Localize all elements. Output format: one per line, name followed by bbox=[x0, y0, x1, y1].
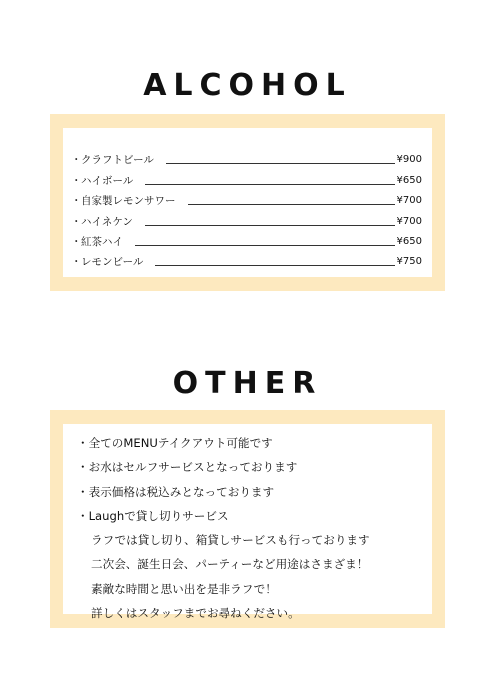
info-line: 詳しくはスタッフまでお尋ねください。 bbox=[91, 606, 300, 621]
info-line: ・Laughで貸し切りサービス bbox=[77, 508, 229, 523]
bullet: ・ bbox=[71, 195, 82, 208]
bullet: ・ bbox=[71, 215, 82, 228]
menu-item-price: ¥650 bbox=[396, 174, 422, 186]
info-line: ・表示価格は税込みとなっております bbox=[77, 484, 275, 499]
menu-item-price: ¥700 bbox=[396, 195, 422, 207]
menu-item-name: クラフトビール bbox=[81, 154, 154, 167]
menu-item bbox=[71, 249, 422, 269]
menu-item bbox=[71, 229, 422, 249]
leader-line bbox=[145, 224, 395, 226]
leader-line bbox=[135, 244, 395, 246]
menu-item-price: ¥750 bbox=[396, 256, 422, 268]
other-info-panel bbox=[63, 424, 432, 621]
menu-item-name: ハイボール bbox=[81, 174, 134, 187]
other-info-frame bbox=[50, 410, 445, 628]
other-heading: OTHER bbox=[172, 366, 323, 401]
alcohol-menu-frame bbox=[50, 114, 445, 291]
bullet: ・ bbox=[71, 256, 82, 269]
alcohol-menu-panel bbox=[63, 128, 432, 277]
info-line: 素敵な時間と思い出を是非ラフで！ bbox=[91, 581, 277, 596]
leader-line bbox=[155, 264, 394, 266]
menu-item-price: ¥650 bbox=[396, 235, 422, 247]
menu-item-name: レモンビール bbox=[81, 256, 144, 269]
menu-item bbox=[71, 147, 422, 167]
alcohol-heading: ALCOHOL bbox=[143, 68, 352, 103]
menu-item bbox=[71, 188, 422, 208]
leader-line bbox=[145, 183, 394, 185]
menu-item-price: ¥700 bbox=[396, 215, 422, 227]
menu-item-name: ハイネケン bbox=[81, 215, 133, 228]
info-line: ・全てのMENUテイクアウト可能です bbox=[77, 436, 273, 450]
menu-item bbox=[71, 208, 422, 228]
leader-line bbox=[188, 203, 395, 205]
menu-item bbox=[71, 167, 422, 187]
bullet: ・ bbox=[71, 235, 82, 248]
info-line: 二次会、誕生日会、パーティーなど用途はさまざま！ bbox=[91, 557, 369, 572]
leader-line bbox=[166, 162, 395, 164]
bullet: ・ bbox=[71, 174, 82, 187]
info-line: ・お水はセルフサービスとなっております bbox=[77, 460, 298, 475]
bullet: ・ bbox=[71, 154, 82, 167]
alcohol-menu-list bbox=[71, 147, 422, 269]
menu-item-price: ¥900 bbox=[396, 154, 422, 166]
menu-item-name: 自家製レモンサワー bbox=[81, 195, 176, 208]
other-info-list bbox=[77, 431, 426, 625]
menu-item-name: 紅茶ハイ bbox=[81, 235, 123, 248]
info-line: ラフでは貸し切り、箱貸しサービスも行っております bbox=[91, 533, 370, 548]
